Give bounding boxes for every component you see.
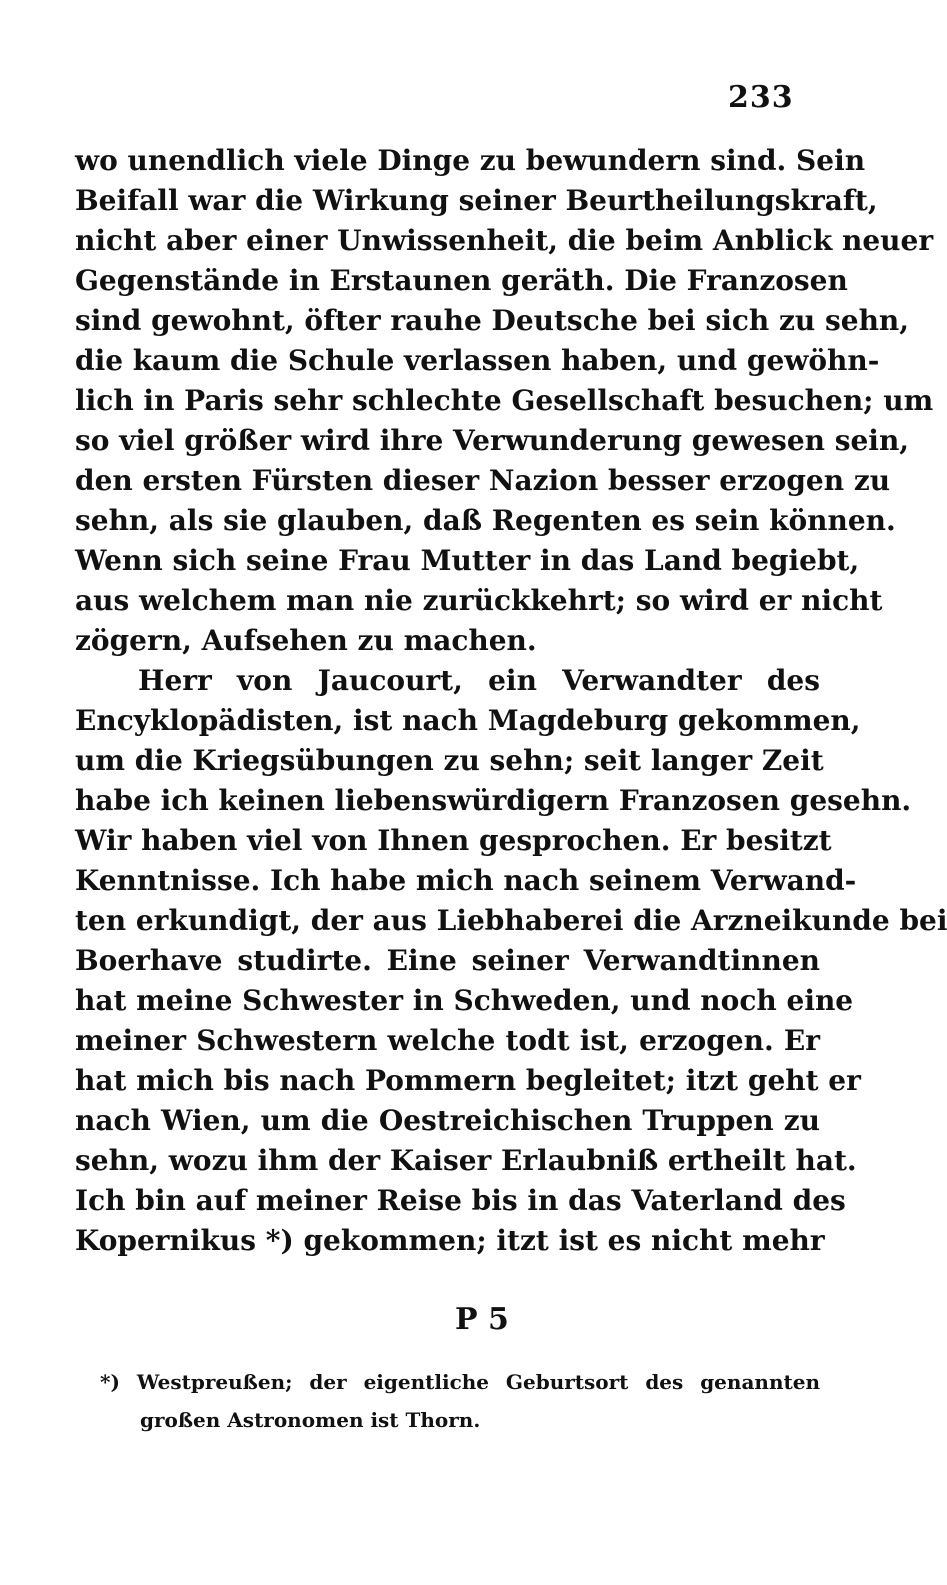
- footnote-line: großen Astronomen ist Thorn.: [140, 1408, 481, 1432]
- text-line: Wir haben viel von Ihnen gesprochen. Er besitzt: [75, 824, 832, 857]
- text-line: hat mich bis nach Pommern begleitet; itzt geht er: [75, 1064, 861, 1097]
- text-line: sehn, wozu ihm der Kaiser Erlaubniß ertheilt hat.: [75, 1144, 857, 1177]
- text-line: so viel größer wird ihre Verwunderung gewesen sein,: [75, 424, 910, 457]
- text-line: lich in Paris sehr schlechte Gesellschaft besuchen; um: [75, 384, 934, 417]
- text-line: meiner Schwestern welche todt ist, erzogen. Er: [75, 1024, 820, 1057]
- signature-mark: P 5: [455, 1302, 509, 1337]
- body-text: [75, 141, 947, 1261]
- text-line: um die Kriegsübungen zu sehn; seit langer Zeit: [75, 744, 824, 777]
- text-line: nach Wien, um die Oestreichischen Truppen zu: [75, 1104, 820, 1137]
- text-line: nicht aber einer Unwissenheit, die beim Anblick neuer: [75, 224, 934, 257]
- text-line: Kopernikus *) gekommen; itzt ist es nicht mehr: [75, 1224, 825, 1257]
- text-line: Beifall war die Wirkung seiner Beurtheilungskraft,: [75, 184, 878, 217]
- text-line: sind gewohnt, öfter rauhe Deutsche bei sich zu sehn,: [75, 304, 910, 337]
- text-line: Ich bin auf meiner Reise bis in das Vaterland des: [75, 1184, 846, 1217]
- text-line: die kaum die Schule verlassen haben, und gewöhn-: [75, 344, 880, 377]
- text-line: wo unendlich viele Dinge zu bewundern sind. Sein: [75, 144, 866, 177]
- text-line: Encyklopädisten, ist nach Magdeburg gekommen,: [75, 704, 861, 737]
- footnote-line: *) Westpreußen; der eigentliche Geburtsort des genannten: [100, 1370, 820, 1394]
- text-line: hat meine Schwester in Schweden, und noch eine: [75, 984, 854, 1017]
- paragraph-end-line: zögern, Aufsehen zu machen.: [75, 624, 537, 657]
- text-line: Boerhave studirte. Eine seiner Verwandtinnen: [75, 944, 820, 977]
- page-number: 233: [728, 80, 794, 115]
- footnote: [100, 1363, 820, 1439]
- text-line: habe ich keinen liebenswürdigern Franzosen gesehn.: [75, 784, 912, 817]
- paragraph-start-line: Herr von Jaucourt, ein Verwandter des: [138, 664, 820, 697]
- text-line: sehn, als sie glauben, daß Regenten es sein können.: [75, 504, 896, 537]
- text-line: aus welchem man nie zurückkehrt; so wird er nicht: [75, 584, 883, 617]
- text-line: ten erkundigt, der aus Liebhaberei die Arzneikunde bei: [75, 904, 947, 937]
- text-line: Wenn sich seine Frau Mutter in das Land begiebt,: [75, 544, 860, 577]
- text-line: den ersten Fürsten dieser Nazion besser erzogen zu: [75, 464, 891, 497]
- text-line: Gegenstände in Erstaunen geräth. Die Franzosen: [75, 264, 848, 297]
- text-line: Kenntnisse. Ich habe mich nach seinem Verwand-: [75, 864, 857, 897]
